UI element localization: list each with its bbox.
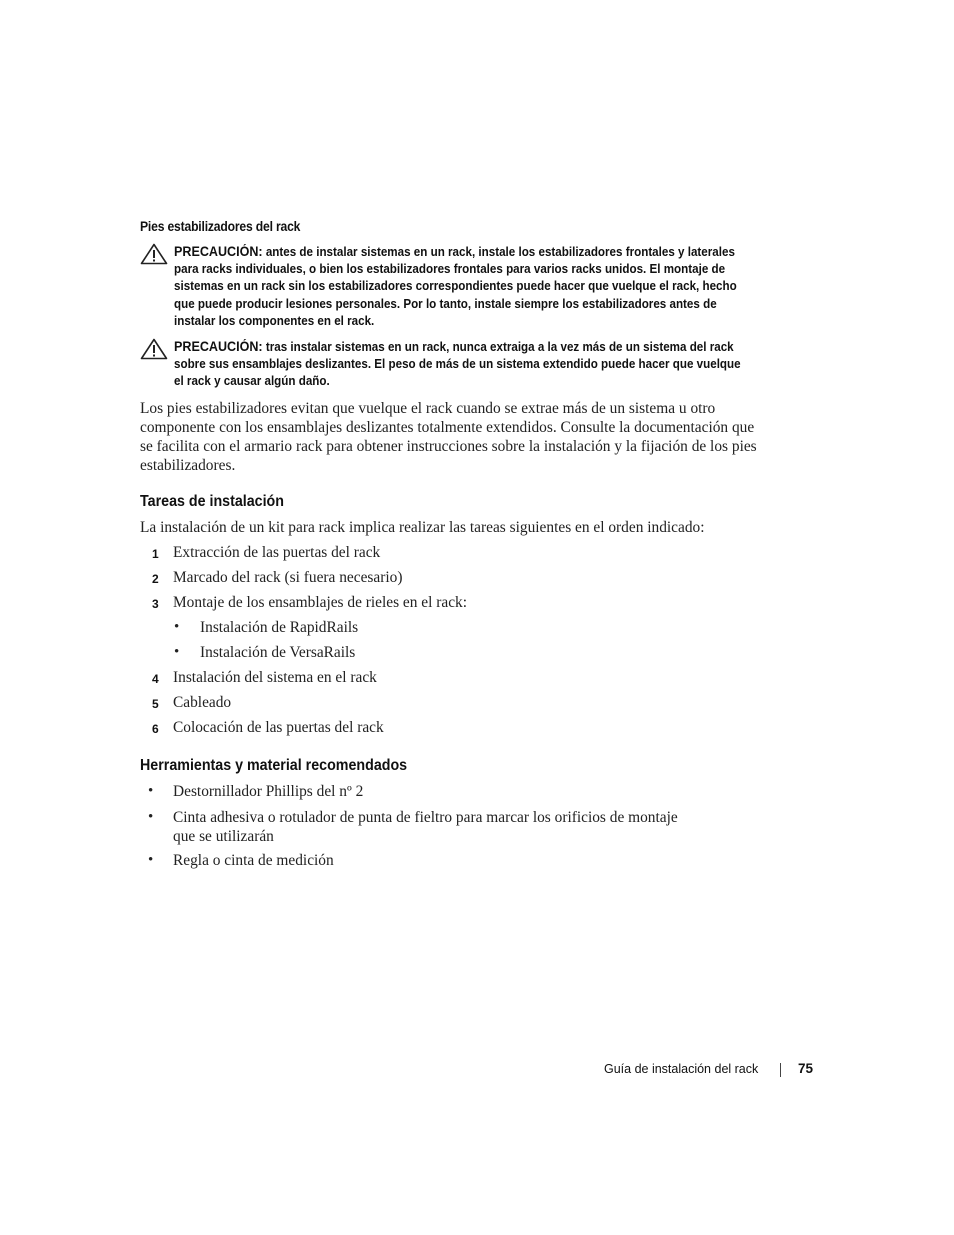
caution-label: PRECAUCIÓN: xyxy=(174,244,263,259)
page-number: 75 xyxy=(798,1061,814,1076)
warning-triangle-icon xyxy=(140,243,168,265)
installation-intro: La instalación de un kit para rack implica realizar las tareas siguientes en el orden indicado: xyxy=(140,519,705,536)
tools-heading: Herramientas y material recomendados xyxy=(140,757,408,774)
caution-text: tras instalar sistemas en un rack, nunca extraiga a la vez más de un sistema del rack sobre sus ensamblajes deslizantes. El peso de más de un sistema extendido puede hacer que vuelque el rack y causar algún daño. xyxy=(174,340,741,389)
installation-heading: Tareas de instalación xyxy=(140,493,284,510)
footer-title: Guía de instalación del rack xyxy=(604,1062,759,1076)
warning-triangle-icon xyxy=(140,338,168,360)
body-paragraph: Los pies estabilizadores evitan que vuelque el rack cuando se extrae más de un sistema u otro componente con los ensamblajes deslizantes totalmente extendidos. Consulte la documentación que se facilita con el armario rack para obtener instrucciones sobre la instalación y la fijación de los pies estabilizadores. xyxy=(140,400,757,474)
caution-text: antes de instalar sistemas en un rack, instale los estabilizadores frontales y laterales para racks individuales, o bien los estabilizadores frontales para varios racks unidos. El montaje de sistemas en un rack sin los estabilizadores correspondientes puede hacer que vuelque el rack, hecho que puede producir lesiones personales. Por lo tanto, instale siempre los estabilizadores antes de instalar los componentes en el rack. xyxy=(174,245,737,328)
footer-divider xyxy=(780,1063,781,1077)
section-title: Pies estabilizadores del rack xyxy=(140,219,301,234)
caution-label: PRECAUCIÓN: xyxy=(174,339,263,354)
